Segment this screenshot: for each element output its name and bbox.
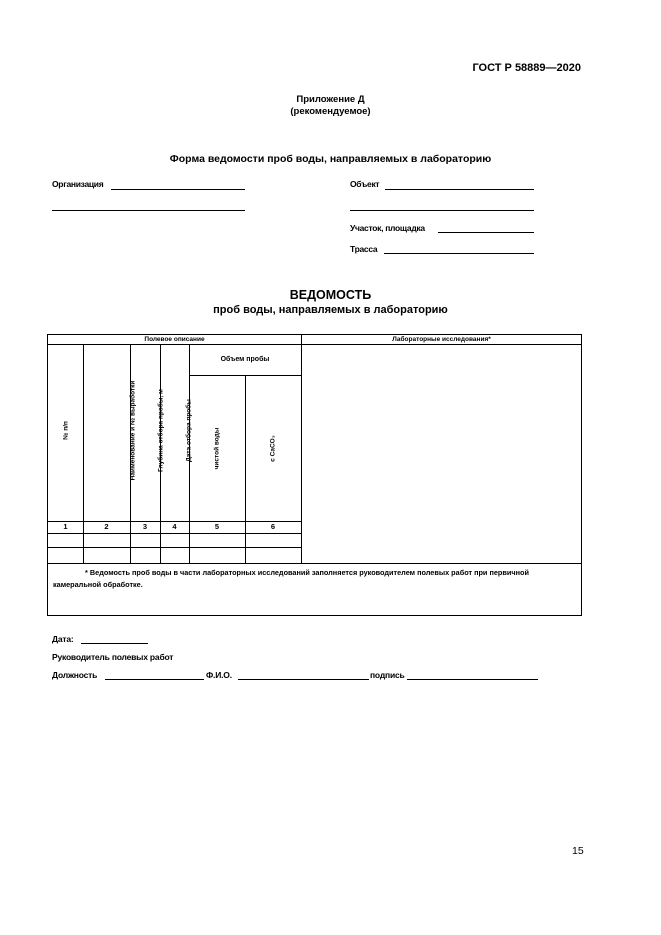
section-divider xyxy=(301,335,302,563)
date-line xyxy=(81,643,148,644)
document-code: ГОСТ Р 58889—2020 xyxy=(472,62,581,74)
data-row-line-1 xyxy=(48,547,301,548)
sign-label: подпись xyxy=(370,670,405,680)
head-label: Руководитель полевых работ xyxy=(52,652,174,662)
appendix-title: Приложение Д xyxy=(296,94,365,105)
lab-research-header: Лабораторные исследования* xyxy=(392,336,491,343)
table-footnote: * Ведомость проб воды в части лабораторных исследований заполняется руководителем полевых работ при первичной камеральной обработке. xyxy=(53,568,529,589)
col-number-header: № п/п xyxy=(62,421,70,440)
route-label: Трасса xyxy=(350,244,378,254)
position-label: Должность xyxy=(52,670,98,680)
route-line xyxy=(384,253,534,254)
col-clean-water-header: чистой воды xyxy=(213,427,221,470)
samples-table xyxy=(47,334,582,616)
page-number: 15 xyxy=(572,845,584,857)
name-line xyxy=(238,679,369,680)
sheet-subtitle: проб воды, направляемых в лабораторию xyxy=(213,304,448,316)
header-row-line xyxy=(48,344,581,345)
name-label: Ф.И.О. xyxy=(206,670,232,680)
organization-line-2 xyxy=(52,210,245,211)
organization-label: Организация xyxy=(52,179,104,189)
col-number-6: 6 xyxy=(270,522,276,531)
site-label: Участок, площадка xyxy=(350,223,425,233)
sheet-title: ВЕДОМОСТЬ xyxy=(289,288,372,302)
date-label: Дата: xyxy=(52,634,74,644)
col-number-5: 5 xyxy=(214,522,220,531)
col-divider-5 xyxy=(245,375,246,563)
object-line xyxy=(385,189,534,190)
site-line xyxy=(438,232,534,233)
field-description-header: Полевое описание xyxy=(144,336,205,343)
organization-line xyxy=(111,189,245,190)
number-row-bottom xyxy=(48,533,301,534)
col-number-4: 4 xyxy=(172,522,177,531)
col-caco3-header: с CaCO₃ xyxy=(269,435,277,462)
object-line-2 xyxy=(350,210,534,211)
col-number-3: 3 xyxy=(142,522,148,531)
appendix-subtitle: (рекомендуемое) xyxy=(290,106,371,117)
form-title: Форма ведомости проб воды, направляемых в лабораторию xyxy=(169,153,492,165)
volume-header-line xyxy=(189,375,301,376)
col-number-1: 1 xyxy=(63,522,68,531)
sample-volume-header: Объем пробы xyxy=(220,356,270,363)
object-label: Объект xyxy=(350,179,380,189)
col-depth-header: Глубина отбора пробы, м xyxy=(157,389,165,472)
sign-line xyxy=(407,679,538,680)
footnote-top-line xyxy=(48,563,581,564)
col-name-header: Наименование и № выработки xyxy=(129,380,137,481)
col-number-2: 2 xyxy=(104,522,109,531)
position-line xyxy=(105,679,204,680)
col-date-header: Дата отбора пробы xyxy=(185,399,193,462)
